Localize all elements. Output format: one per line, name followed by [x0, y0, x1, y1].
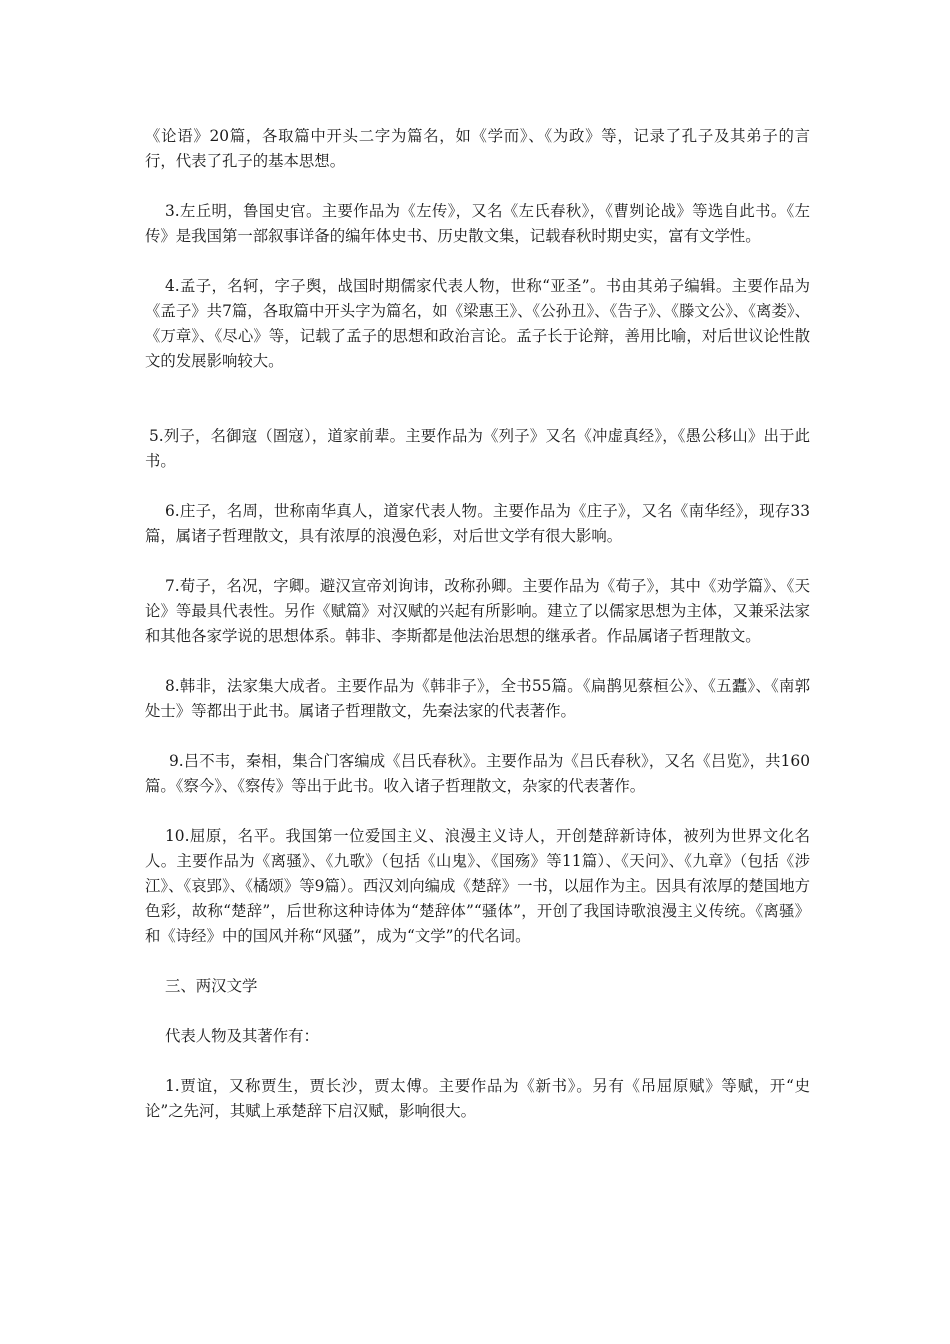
paragraph-lunyu: 《论语》20篇，各取篇中开头二字为篇名，如《学而》、《为政》等，记录了孔子及其弟子的言行，代表了孔子的基本思想。 [145, 127, 810, 170]
paragraph-xunzi: 7.荀子，名况，字卿。避汉宣帝刘询讳，改称孙卿。主要作品为《荀子》，其中《劝学篇》、《天论》等最具代表性。另作《赋篇》对汉赋的兴起有所影响。建立了以儒家思想为主体，又兼采法家和其他各家学说的思想体系。韩非、李斯都是他法治思想的继承者。作品属诸子哲理散文。 [145, 577, 810, 645]
paragraph-spacer [145, 1049, 810, 1074]
paragraph-quyuan: 10.屈原，名平。我国第一位爱国主义、浪漫主义诗人，开创楚辞新诗体，被列为世界文化名人。主要作品为《离骚》、《九歌》（包括《山鬼》、《国殇》等11篇）、《天问》、《九章》（包括《涉江》、《哀郢》、《橘颂》等9篇）。西汉刘向编成《楚辞》一书，以屈作为主。因具有浓厚的楚国地方色彩，故称“楚辞”，后世称这种诗体为“楚辞体”“骚体”，开创了我国诗歌浪漫主义传统。《离骚》和《诗经》中的国风并称“风骚”，成为“文学”的代名词。 [145, 827, 810, 945]
paragraph-spacer [145, 549, 810, 574]
paragraph-spacer [145, 724, 810, 749]
document-body [145, 124, 810, 1124]
paragraph-spacer [145, 999, 810, 1024]
paragraph-spacer [145, 249, 810, 274]
section-heading-lianghan: 三、两汉文学 [165, 977, 258, 995]
paragraph-jiayi: 1.贾谊，又称贾生，贾长沙，贾太傅。主要作品为《新书》。另有《吊屈原赋》等赋，开“史论”之先河，其赋上承楚辞下启汉赋，影响很大。 [145, 1077, 810, 1120]
paragraph-spacer [145, 649, 810, 674]
paragraph-zhuangzi: 6.庄子，名周，世称南华真人，道家代表人物。主要作品为《庄子》，又名《南华经》，现存33篇，属诸子哲理散文，具有浓厚的浪漫色彩，对后世文学有很大影响。 [145, 502, 810, 545]
paragraph-zuoqiuming: 3.左丘明，鲁国史官。主要作品为《左传》，又名《左氏春秋》，《曹刿论战》等选自此书。《左传》是我国第一部叙事详备的编年体史书、历史散文集，记载春秋时期史实，富有文学性。 [145, 202, 810, 245]
paragraph-liezi: 5.列子，名御寇（圄寇），道家前辈。主要作品为《列子》又名《冲虚真经》，《愚公移山》出于此书。 [145, 427, 810, 470]
paragraph-lvbuwei: 9.吕不韦，秦相，集合门客编成《吕氏春秋》。主要作品为《吕氏春秋》，又名《吕览》，共160篇。《察今》、《察传》等出于此书。收入诸子哲理散文，杂家的代表著作。 [145, 752, 810, 795]
paragraph-spacer [145, 949, 810, 974]
paragraph-hanfei: 8.韩非，法家集大成者。主要作品为《韩非子》，全书55篇。《扁鹊见蔡桓公》、《五蠹》、《南郭处士》等都出于此书。属诸子哲理散文，先秦法家的代表著作。 [145, 677, 810, 720]
paragraph-spacer [145, 374, 810, 424]
paragraph-mengzi: 4.孟子，名轲，字子舆，战国时期儒家代表人物，世称“亚圣”。书由其弟子编辑。主要作品为《孟子》共7篇，各取篇中开头字为篇名，如《梁惠王》、《公孙丑》、《告子》、《滕文公》、《离娄》、《万章》、《尽心》等，记载了孟子的思想和政治言论。孟子长于论辩，善用比喻，对后世议论性散文的发展影响较大。 [145, 277, 810, 370]
paragraph-spacer [145, 474, 810, 499]
paragraph-spacer [145, 799, 810, 824]
paragraph-representatives-intro: 代表人物及其著作有： [165, 1027, 319, 1045]
paragraph-spacer [145, 174, 810, 199]
